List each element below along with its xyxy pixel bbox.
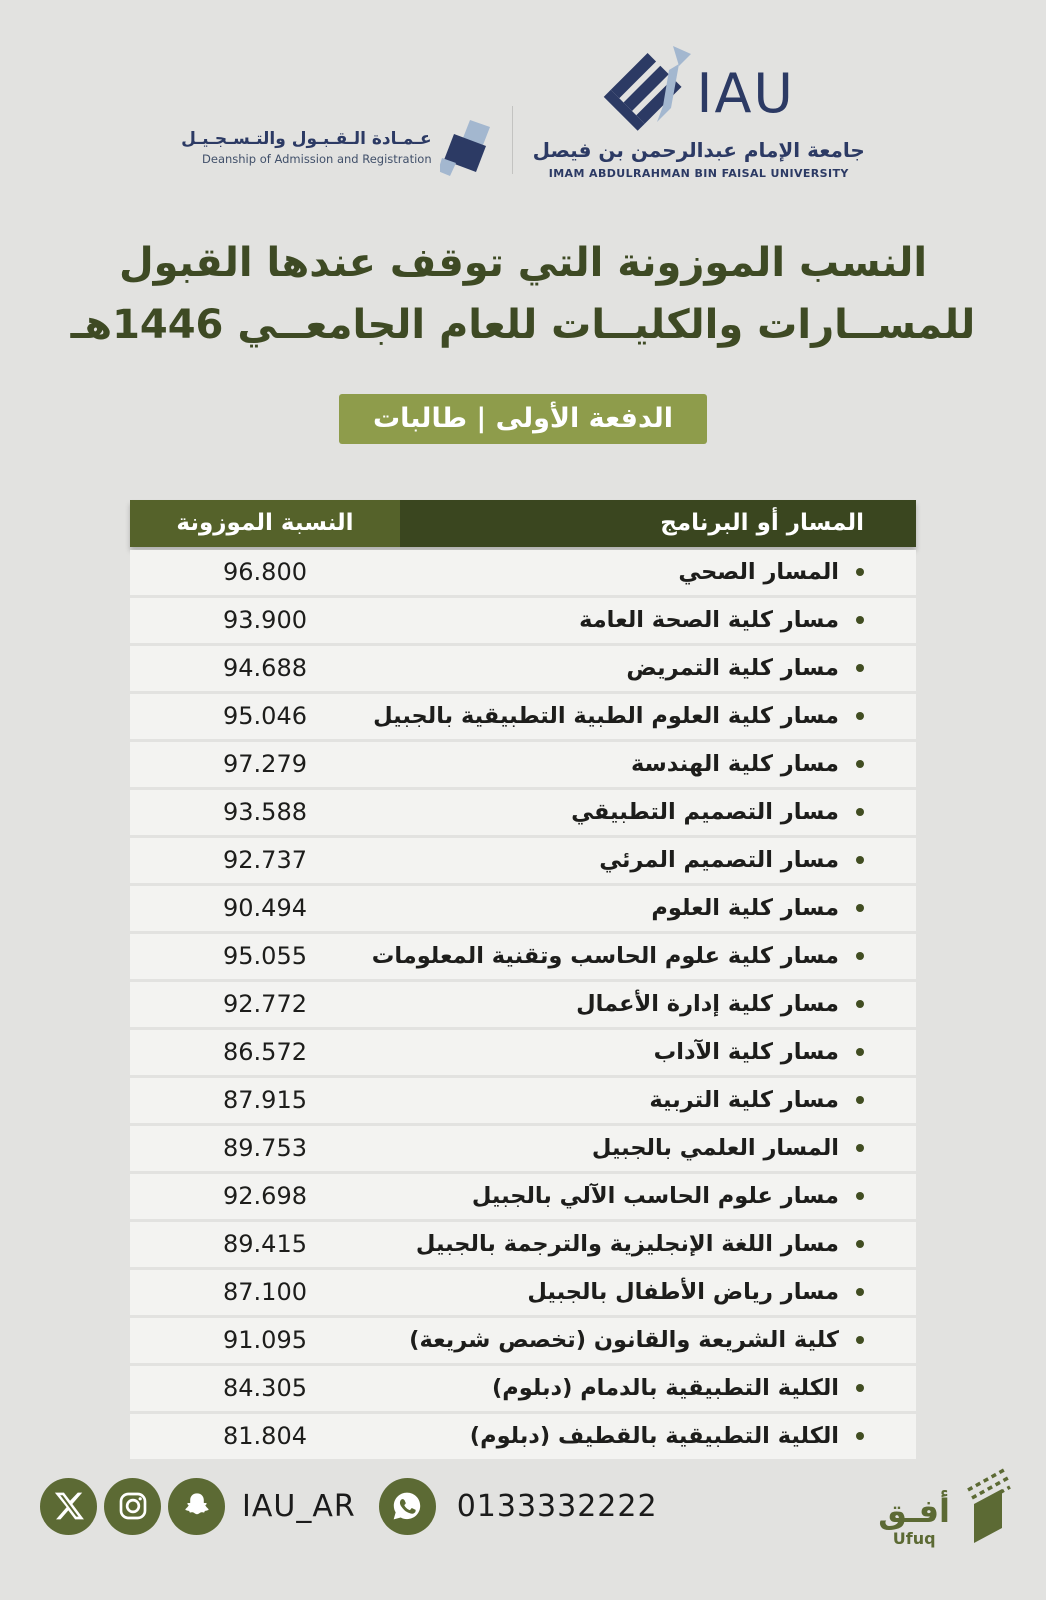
social-bar	[40, 1478, 658, 1535]
bullet-icon	[856, 616, 864, 624]
header	[0, 0, 1046, 180]
program-label: مسار كلية علوم الحاسب وتقنية المعلومات	[371, 943, 839, 970]
ratio-cell: 93.588	[223, 798, 307, 827]
ratio-cell: 87.100	[223, 1278, 307, 1307]
university-name-ar: جامعة الإمام عبدالرحمن بن فيصل	[532, 138, 865, 162]
bullet-icon	[856, 1240, 864, 1248]
ratio-cell: 95.055	[223, 942, 307, 971]
bullet-icon	[856, 1000, 864, 1008]
table-row	[130, 1414, 916, 1459]
table-row	[130, 934, 916, 979]
program-label: مسار كلية إدارة الأعمال	[576, 991, 839, 1018]
program-label: مسار التصميم التطبيقي	[571, 799, 839, 826]
table-row	[130, 550, 916, 595]
program-label: مسار كلية التربية	[649, 1087, 839, 1114]
ratio-cell: 84.305	[223, 1374, 307, 1403]
table-row	[130, 646, 916, 691]
x-icon	[40, 1478, 97, 1535]
page-title-line1: النسب الموزونة التي توقف عندها القبول	[118, 240, 928, 286]
bullet-icon	[856, 1144, 864, 1152]
program-cell	[400, 1222, 916, 1267]
program-column-header: المسار أو البرنامج	[400, 500, 916, 547]
program-label: المسار العلمي بالجبيل	[591, 1135, 839, 1162]
bullet-icon	[856, 712, 864, 720]
program-label: مسار كلية الآداب	[653, 1039, 839, 1066]
university-logo	[533, 44, 865, 180]
program-cell	[400, 838, 916, 883]
table-row	[130, 838, 916, 883]
program-cell	[400, 1078, 916, 1123]
table-row	[130, 1174, 916, 1219]
ratio-cell: 86.572	[223, 1038, 307, 1067]
bullet-icon	[856, 1432, 864, 1440]
table-row	[130, 598, 916, 643]
bullet-icon	[856, 1288, 864, 1296]
bullet-icon	[856, 1048, 864, 1056]
table-row	[130, 790, 916, 835]
program-label: مسار علوم الحاسب الآلي بالجبيل	[471, 1183, 839, 1210]
ratio-cell: 89.415	[223, 1230, 307, 1259]
program-label: مسار التصميم المرئي	[599, 847, 839, 874]
program-cell	[400, 1318, 916, 1363]
table-row	[130, 982, 916, 1027]
ratio-cell: 81.804	[223, 1422, 307, 1451]
bullet-icon	[856, 568, 864, 576]
bullet-icon	[856, 1336, 864, 1344]
program-label: مسار اللغة الإنجليزية والترجمة بالجبيل	[415, 1231, 839, 1258]
table-row	[130, 1126, 916, 1171]
table-row	[130, 1078, 916, 1123]
university-mark-icon	[603, 44, 703, 136]
program-cell	[400, 550, 916, 595]
program-cell	[400, 1414, 916, 1459]
ratio-cell: 96.800	[223, 558, 307, 587]
table-row	[130, 1318, 916, 1363]
batch-badge: الدفعة الأولى | طالبات	[339, 394, 707, 444]
deanship-logo	[181, 118, 491, 180]
bullet-icon	[856, 1384, 864, 1392]
ratio-cell: 95.046	[223, 702, 307, 731]
bullet-icon	[856, 808, 864, 816]
university-abbr: IAU	[696, 62, 795, 125]
program-cell	[400, 1270, 916, 1315]
bullet-icon	[856, 904, 864, 912]
logo-divider	[512, 106, 513, 174]
program-label: مسار كلية الصحة العامة	[579, 607, 839, 634]
ratio-cell: 93.900	[223, 606, 307, 635]
ratio-cell: 87.915	[223, 1086, 307, 1115]
bullet-icon	[856, 760, 864, 768]
page-title-line2: للمســارات والكليــات للعام الجامعــي 1446هـ	[70, 302, 976, 348]
program-label: مسار كلية العلوم الطبية التطبيقية بالجبيل	[373, 703, 839, 730]
program-cell	[400, 790, 916, 835]
program-cell	[371, 934, 916, 979]
ratio-cell: 90.494	[223, 894, 307, 923]
ufuq-name-en: Ufuq	[892, 1529, 936, 1548]
cutoff-table	[130, 500, 916, 1459]
program-cell	[400, 1030, 916, 1075]
program-label: الكلية التطبيقية بالقطيف (دبلوم)	[469, 1423, 839, 1450]
deanship-name-ar: عـمـادة الـقـبـول والتـسـجـيـل	[181, 128, 432, 149]
table-header	[130, 500, 916, 547]
program-label: مسار كلية العلوم	[651, 895, 839, 922]
program-cell	[400, 646, 916, 691]
program-cell	[400, 1126, 916, 1171]
ratio-cell: 92.772	[223, 990, 307, 1019]
bullet-icon	[856, 1192, 864, 1200]
bullet-icon	[856, 856, 864, 864]
program-cell	[400, 598, 916, 643]
ufuq-name-ar: أفـق	[878, 1492, 950, 1530]
program-cell	[400, 1366, 916, 1411]
bullet-icon	[856, 1096, 864, 1104]
table-row	[130, 742, 916, 787]
program-label: المسار الصحي	[678, 559, 839, 586]
program-label: كلية الشريعة والقانون (تخصص شريعة)	[409, 1327, 839, 1354]
ratio-cell: 89.753	[223, 1134, 307, 1163]
page-title	[0, 232, 1046, 356]
program-label: الكلية التطبيقية بالدمام (دبلوم)	[492, 1375, 839, 1402]
footer	[40, 1460, 1012, 1552]
deanship-name-en: Deanship of Admission and Registration	[202, 151, 432, 166]
ratio-column-header: النسبة الموزونة	[130, 500, 400, 547]
instagram-icon	[104, 1478, 161, 1535]
program-cell	[373, 694, 916, 739]
whatsapp-icon	[379, 1478, 436, 1535]
table-row	[130, 886, 916, 931]
table-row	[130, 1030, 916, 1075]
program-cell	[400, 1174, 916, 1219]
ratio-cell: 92.698	[223, 1182, 307, 1211]
program-cell	[400, 886, 916, 931]
table-row	[130, 694, 916, 739]
program-label: مسار كلية التمريض	[626, 655, 839, 682]
table-row	[130, 1366, 916, 1411]
ufuq-logo	[878, 1460, 1012, 1552]
bullet-icon	[856, 664, 864, 672]
table-body	[130, 550, 916, 1459]
snapchat-icon	[168, 1478, 225, 1535]
ratio-cell: 97.279	[223, 750, 307, 779]
ufuq-mark-icon	[954, 1460, 1012, 1552]
deanship-mark-icon	[440, 118, 492, 176]
ratio-cell: 94.688	[223, 654, 307, 683]
program-cell	[400, 742, 916, 787]
program-label: مسار رياض الأطفال بالجبيل	[527, 1279, 839, 1306]
program-cell	[400, 982, 916, 1027]
program-label: مسار كلية الهندسة	[631, 751, 839, 778]
ratio-cell: 91.095	[223, 1326, 307, 1355]
phone-number: 0133332222	[456, 1488, 658, 1524]
social-handle: IAU_AR	[242, 1488, 356, 1524]
table-row	[130, 1270, 916, 1315]
university-name-en: IMAM ABDULRAHMAN BIN FAISAL UNIVERSITY	[548, 167, 849, 180]
bullet-icon	[856, 952, 864, 960]
ratio-cell: 92.737	[223, 846, 307, 875]
table-row	[130, 1222, 916, 1267]
